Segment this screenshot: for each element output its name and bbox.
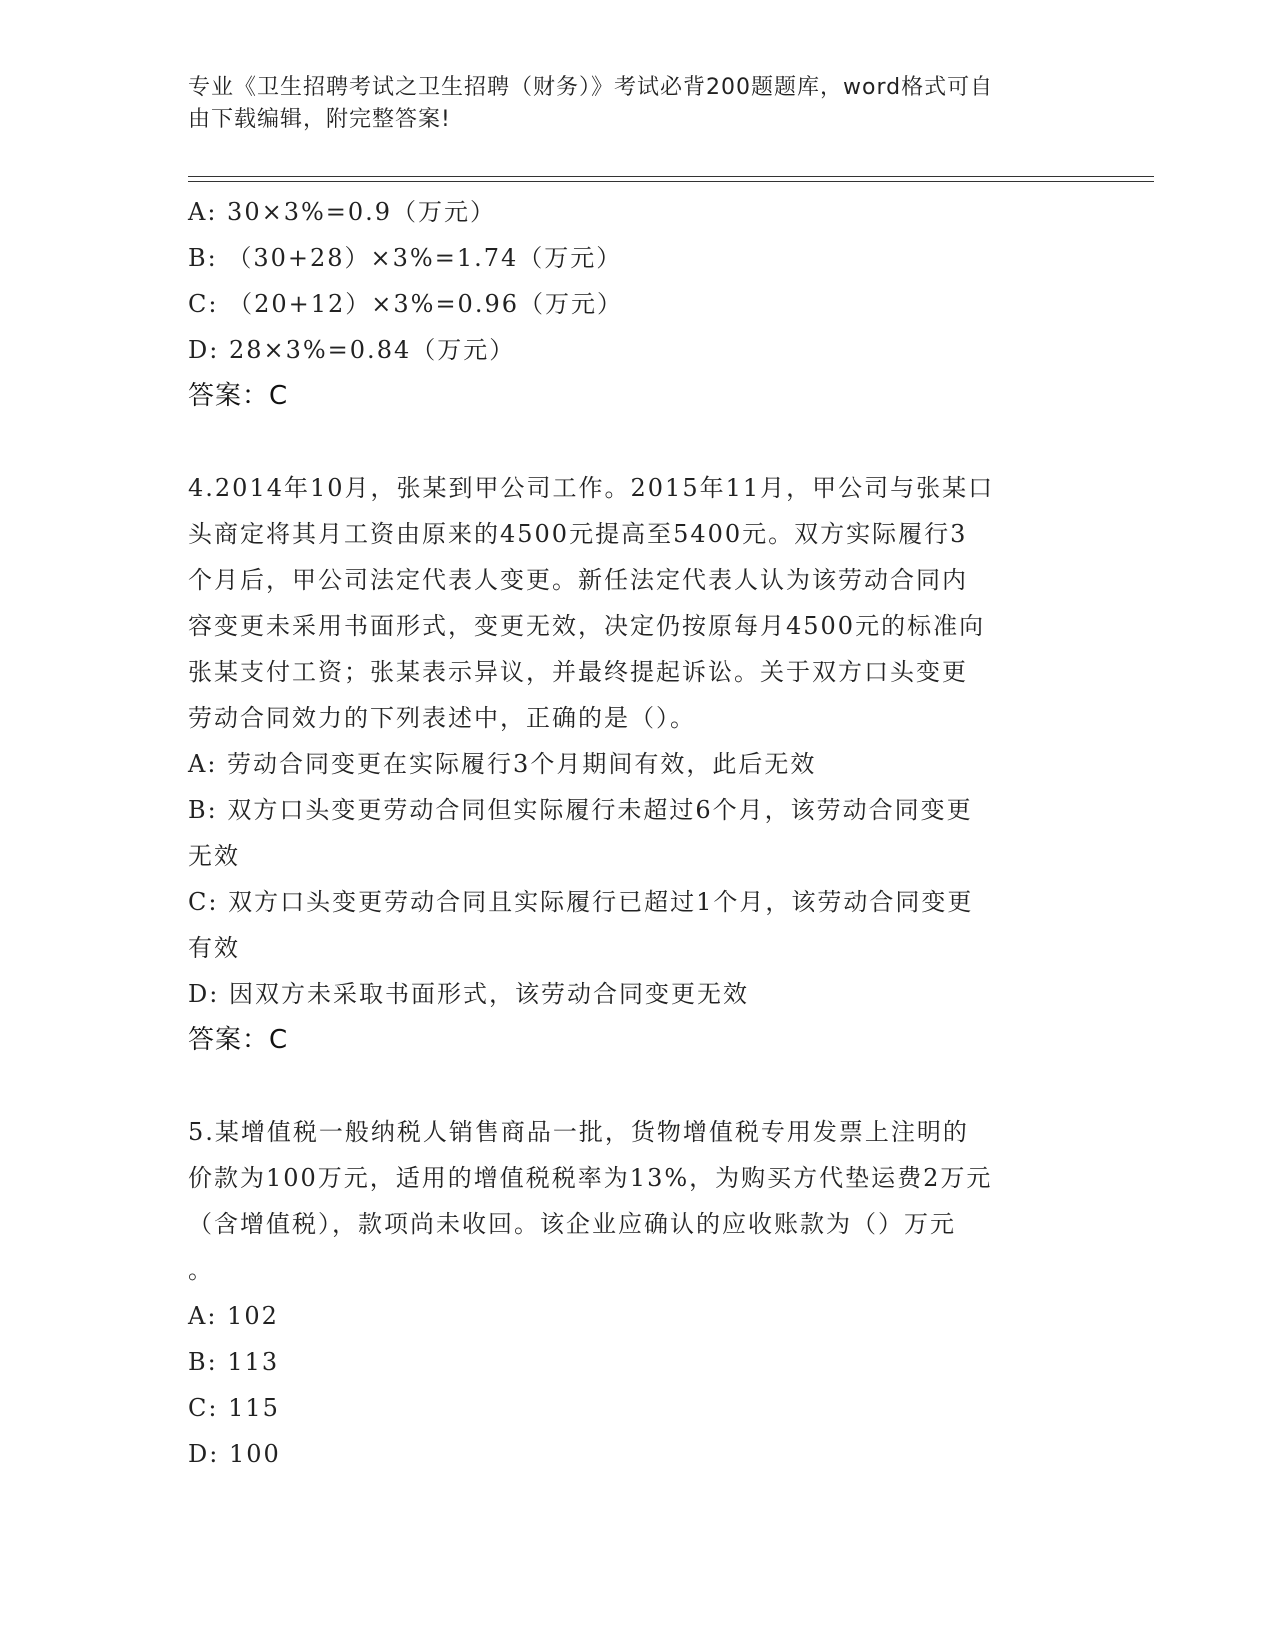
option-b: B: （30+28）×3%=1.74（万元） <box>188 244 623 272</box>
question-stem-line: （含增值税），款项尚未收回。该企业应确认的应收账款为（）万元 <box>188 1210 956 1238</box>
question-stem-line: 4.2014年10月，张某到甲公司工作。2015年11月，甲公司与张某口 <box>188 474 995 502</box>
spacer <box>188 1063 1088 1109</box>
option-d: D: 因双方未采取书面形式，该劳动合同变更无效 <box>188 980 749 1008</box>
spacer <box>188 419 1088 465</box>
question-stem-line: 容变更未采用书面形式，变更无效，决定仍按原每月4500元的标准向 <box>188 612 986 640</box>
option-a: A: 劳动合同变更在实际履行3个月期间有效，此后无效 <box>188 750 817 778</box>
question-stem-line: 劳动合同效力的下列表述中，正确的是（）。 <box>188 704 696 732</box>
question-stem-line: 个月后，甲公司法定代表人变更。新任法定代表人认为该劳动合同内 <box>188 566 968 594</box>
header-divider-bottom <box>188 181 1154 182</box>
option-d: D: 28×3%=0.84（万元） <box>188 336 516 364</box>
option-d: D: 100 <box>188 1440 281 1468</box>
option-c: C: （20+12）×3%=0.96（万元） <box>188 290 623 318</box>
header-line-1: 专业《卫生招聘考试之卫生招聘（财务）》考试必背200题题库，word格式可自 <box>188 75 994 100</box>
header-line-2: 由下载编辑，附完整答案! <box>188 107 451 132</box>
document-body <box>188 189 1088 1477</box>
option-b: B: 双方口头变更劳动合同但实际履行未超过6个月，该劳动合同变更 <box>188 796 973 824</box>
header-divider-top <box>188 176 1154 177</box>
answer-line: 答案：C <box>188 1025 289 1055</box>
document-header <box>188 72 1068 136</box>
question-stem-line: 张某支付工资；张某表示异议，并最终提起诉讼。关于双方口头变更 <box>188 658 968 686</box>
option-c: C: 双方口头变更劳动合同且实际履行已超过1个月，该劳动合同变更 <box>188 888 974 916</box>
question-stem-line: 价款为100万元，适用的增值税税率为13%，为购买方代垫运费2万元 <box>188 1164 993 1192</box>
question-5 <box>188 1109 1088 1477</box>
question-stem-line: 。 <box>188 1256 214 1284</box>
option-a: A: 102 <box>188 1302 279 1330</box>
question-4 <box>188 465 1088 1063</box>
option-c: C: 115 <box>188 1394 280 1422</box>
question-3-options <box>188 189 1088 419</box>
option-b-continued: 无效 <box>188 842 240 870</box>
question-stem-line: 5.某增值税一般纳税人销售商品一批，货物增值税专用发票上注明的 <box>188 1118 969 1146</box>
question-stem-line: 头商定将其月工资由原来的4500元提高至5400元。双方实际履行3 <box>188 520 968 548</box>
answer-line: 答案：C <box>188 381 289 411</box>
option-c-continued: 有效 <box>188 934 240 962</box>
option-b: B: 113 <box>188 1348 280 1376</box>
option-a: A: 30×3%=0.9（万元） <box>188 198 497 226</box>
